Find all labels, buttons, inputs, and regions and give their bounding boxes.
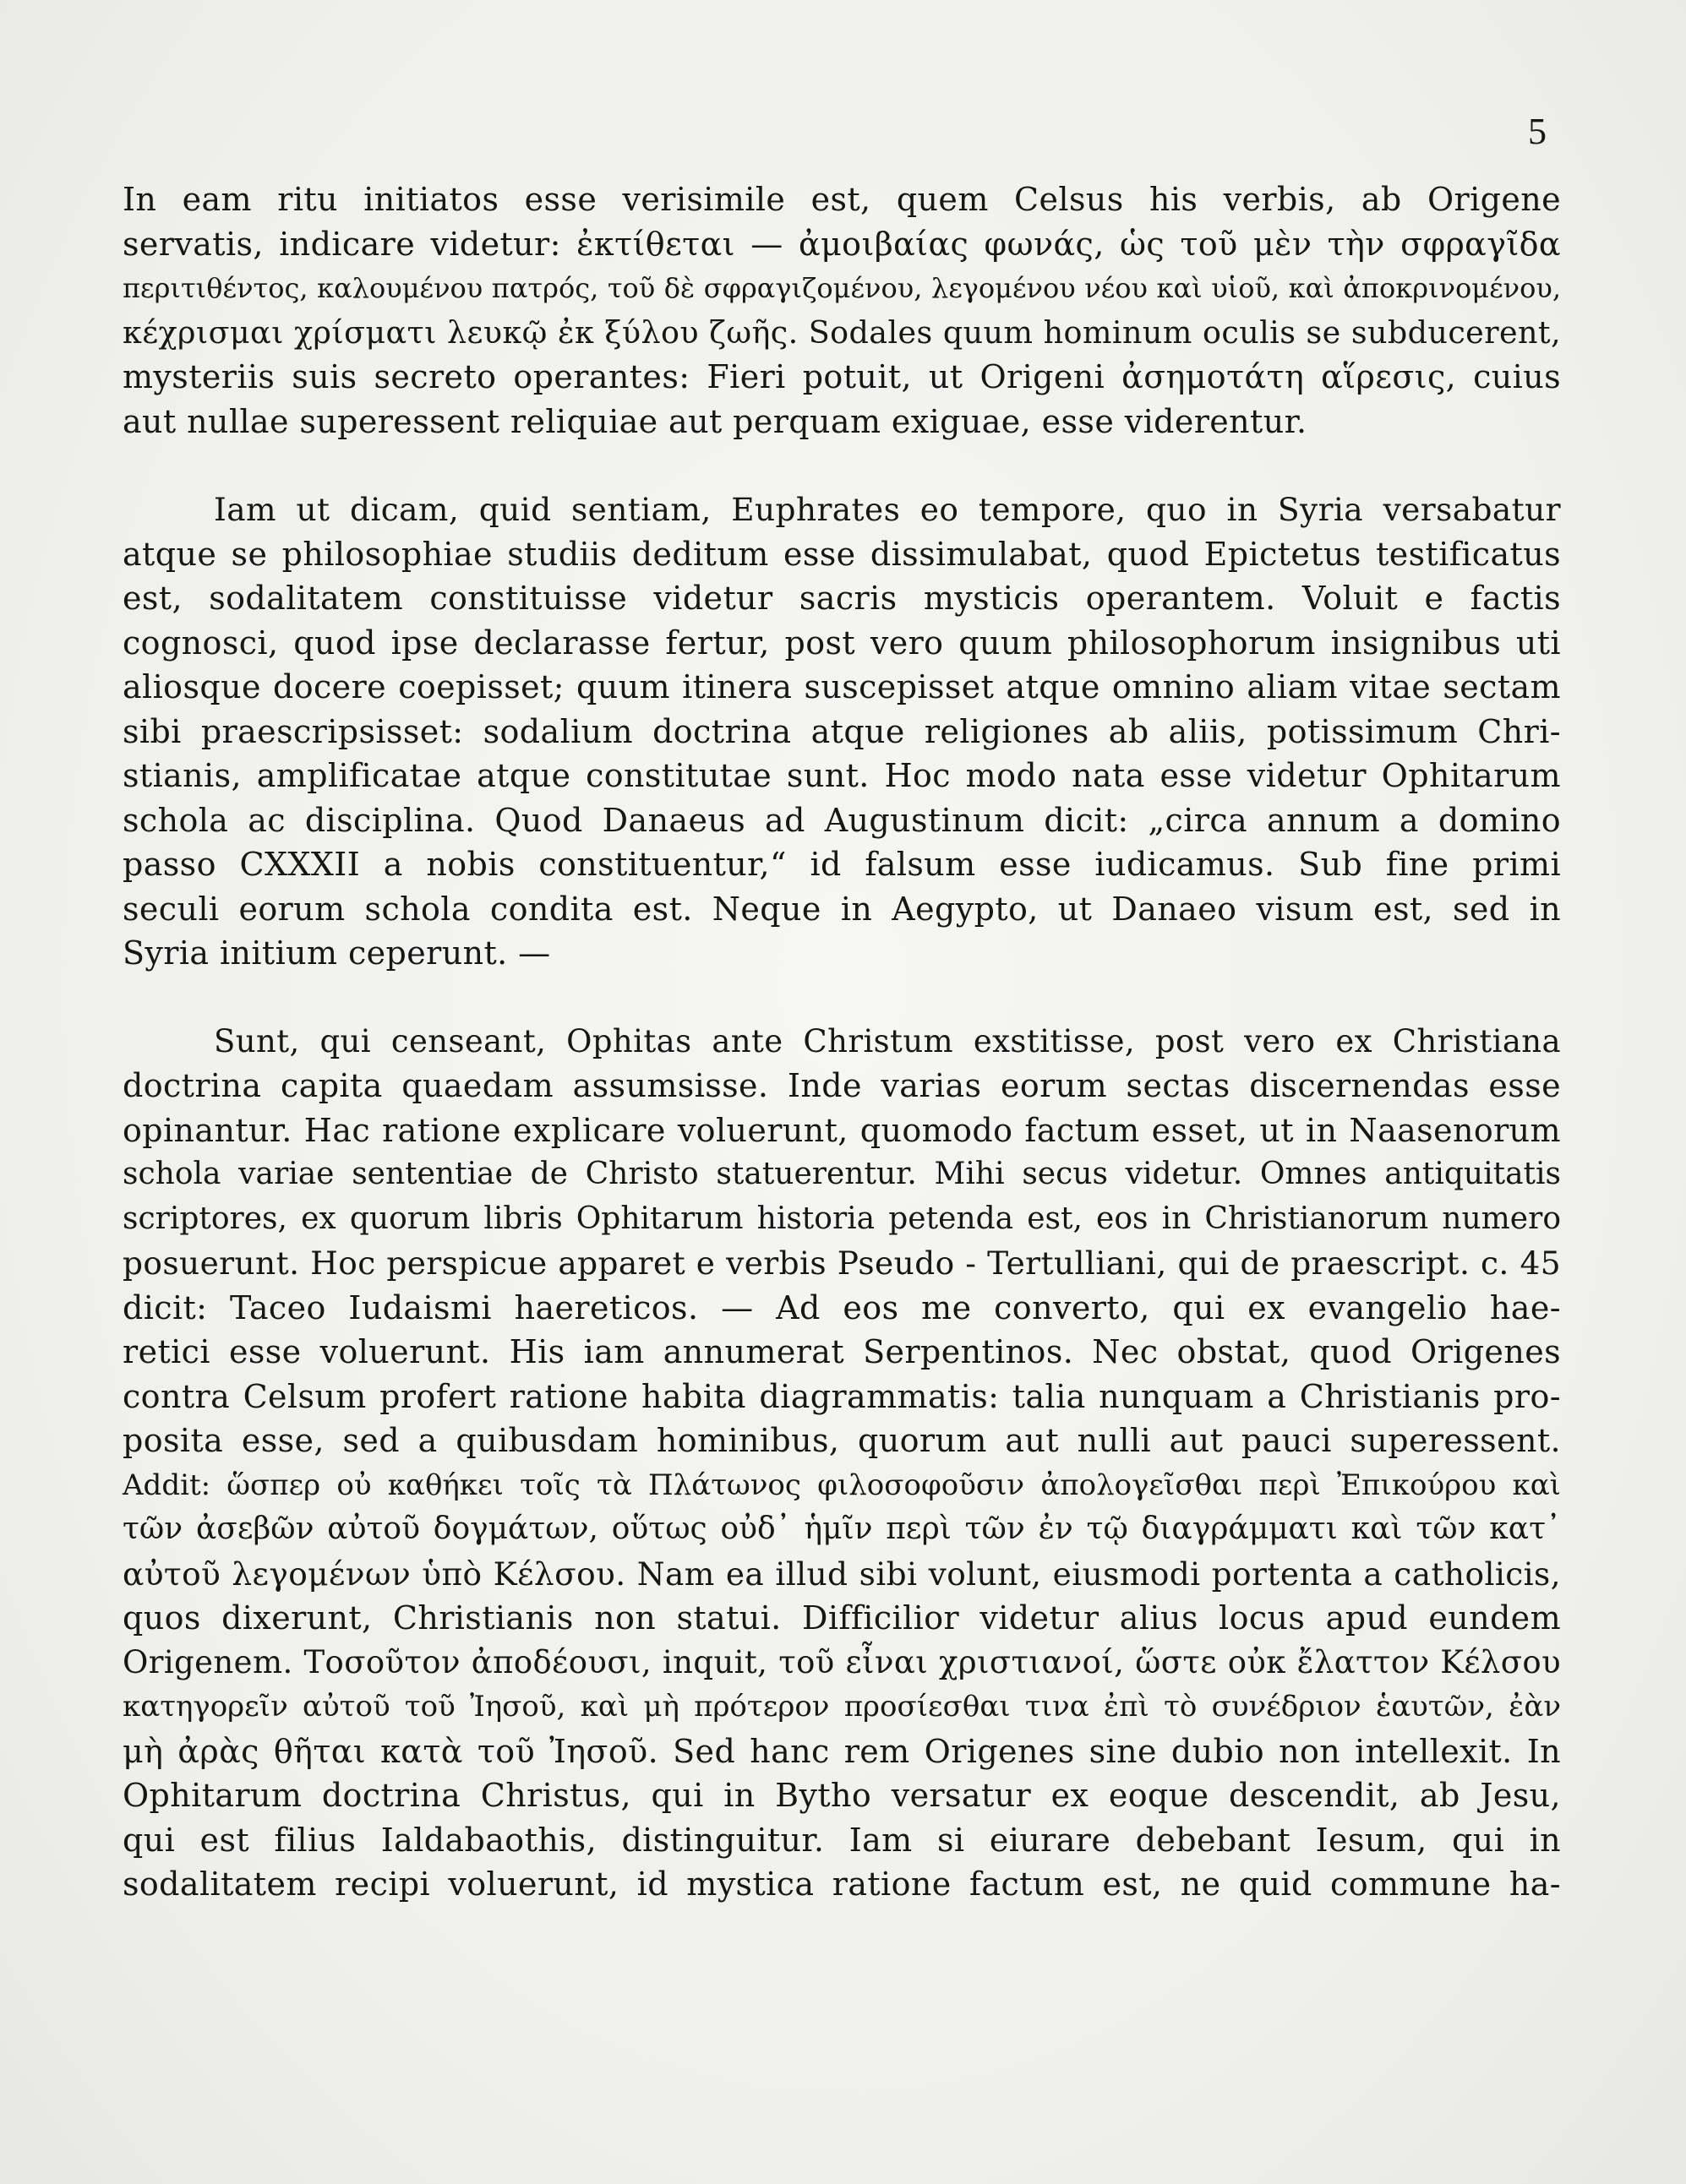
text-line: sibi praescripsisset: sodalium doctrina atque religiones ab aliis, potissimum Chri- [123, 712, 1561, 750]
text-line: αὐτοῦ λεγομένων ὑπὸ Κέλσου. Nam ea illud sibi volunt, eiusmodi portenta a catholicis, [123, 1555, 1561, 1593]
text-line: schola ac disciplina. Quod Danaeus ad Augustinum dicit: „circa annum a domino [123, 801, 1561, 839]
paragraph-gap [123, 976, 1561, 1020]
text-line: retici esse voluerunt. His iam annumerat Serpentinos. Nec obstat, quod Origenes [123, 1333, 1561, 1370]
text-line: opinantur. Hac ratione explicare voluerunt, quomodo factum esset, ut in Naasenorum [123, 1111, 1561, 1149]
text-line: Iam ut dicam, quid sentiam, Euphrates eo tempore, quo in Syria versabatur [214, 491, 1561, 528]
text-line: μὴ ἀρὰς θῆται κατὰ τοῦ Ἰησοῦ. Sed hanc rem Origenes sine dubio non intellexit. In [123, 1732, 1561, 1770]
text-line: sodalitatem recipi voluerunt, id mystica ratione factum est, ne quid commune ha- [123, 1865, 1561, 1903]
text-line: Sunt, qui censeant, Ophitas ante Christum exstitisse, post vero ex Christiana [214, 1022, 1561, 1059]
text-line: atque se philosophiae studiis deditum esse dissimulabat, quod Epictetus testificatus [123, 535, 1561, 573]
text-line: scriptores, ex quorum libris Ophitarum historia petenda est, eos in Christianorum numero [123, 1201, 1561, 1236]
text-line: stianis, amplificatae atque constitutae sunt. Hoc modo nata esse videtur Ophitarum [123, 757, 1561, 794]
paragraph-gap [123, 444, 1561, 487]
text-line: est, sodalitatem constituisse videtur sacris mysticis operantem. Voluit e factis [123, 580, 1561, 617]
text-line: contra Celsum profert ratione habita diagrammatis: talia nunquam a Christianis pro- [123, 1377, 1561, 1415]
text-line: aut nullae superessent reliquiae aut perquam exiguae, esse viderentur. [123, 402, 1307, 440]
text-line: In eam ritu initiatos esse verisimile est, quem Celsus his verbis, ab Origene [123, 181, 1561, 218]
text-line: posita esse, sed a quibusdam hominibus, quorum aut nulli aut pauci superessent. [123, 1422, 1561, 1459]
text-line: mysteriis suis secreto operantes: Fieri potuit, ut Origeni ἀσημοτάτη αἵρεσις, cuius [123, 358, 1561, 395]
text-line: dicit: Taceo Iudaismi haereticos. — Ad eos me converto, qui ex evangelio hae- [123, 1288, 1561, 1326]
text-line: cognosci, quod ipse declarasse fertur, post vero quum philosophorum insignibus uti [123, 624, 1561, 662]
text-line: Addit: ὥσπερ οὐ καθήκει τοῖς τὰ Πλάτωνος φιλοσοφοῦσιν ἀπολογεῖσθαι περὶ Ἐπικούρου καὶ [123, 1468, 1561, 1502]
text-line: περιτιθέντος, καλουμένου πατρός, τοῦ δὲ σφραγιζομένου, λεγομένου νέου καὶ υἱοῦ, καὶ ἀποκρινομένου, [123, 272, 1561, 304]
text-line: seculi eorum schola condita est. Neque in Aegypto, ut Danaeo visum est, sed in [123, 890, 1561, 928]
text-line: Origenem. Τοσοῦτον ἀποδέουσι, inquit, τοῦ εἶναι χριστιανοί, ὥστε οὐκ ἔλαττον Κέλσου [123, 1643, 1561, 1680]
text-line: posuerunt. Hoc perspicue apparet e verbis Pseudo - Tertulliani, qui de praescript. c. 45 [123, 1244, 1561, 1282]
text-line: κατηγορεῖν αὐτοῦ τοῦ Ἰησοῦ, καὶ μὴ πρότερον προσίεσθαι τινα ἐπὶ τὸ συνέδριον ἑαυτῶν, ἐὰν [123, 1690, 1561, 1724]
text-line: Syria initium ceperunt. — [123, 934, 551, 972]
body-text [123, 177, 1561, 1907]
page-number: 5 [1528, 111, 1547, 152]
text-line: Ophitarum doctrina Christus, qui in Bytho versatur ex eoque descendit, ab Jesu, [123, 1777, 1561, 1814]
text-line: quos dixerunt, Christianis non statui. Difficilior videtur alius locus apud eundem [123, 1599, 1561, 1637]
text-line: τῶν ἀσεβῶν αὐτοῦ δογμάτων, οὕτως οὐδ᾽ ἡμῖν περὶ τῶν ἐν τῷ διαγράμματι καὶ τῶν κατ᾽ [123, 1511, 1561, 1546]
text-line: doctrina capita quaedam assumsisse. Inde varias eorum sectas discernendas esse [123, 1067, 1561, 1104]
text-line: servatis, indicare videtur: ἐκτίθεται — ἀμοιβαίας φωνάς, ὡς τοῦ μὲν τὴν σφραγῖδα [123, 225, 1561, 263]
text-line: aliosque docere coepisset; quum itinera suscepisset atque omnino aliam vitae sectam [123, 668, 1561, 705]
text-line: qui est filius Ialdabaothis, distinguitur. Iam si eiurare debebant Iesum, qui in [123, 1821, 1561, 1859]
text-line: schola variae sententiae de Christo statuerentur. Mihi secus videtur. Omnes antiquitatis [123, 1157, 1561, 1191]
text-line: passo CXXXII a nobis constituentur,“ id falsum esse iudicamus. Sub fine primi [123, 846, 1561, 883]
text-line: κέχρισμαι χρίσματι λευκῷ ἐκ ξύλου ζωῆς. Sodales quum hominum oculis se subducerent, [123, 313, 1561, 351]
